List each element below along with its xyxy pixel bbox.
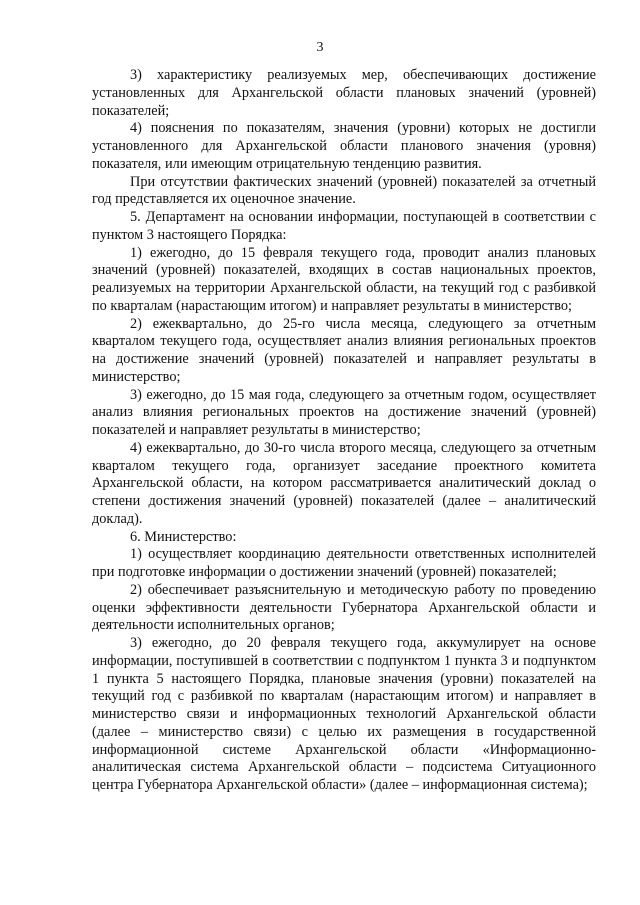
paragraph-section-6-ministry: 6. Министерство: [130,528,237,545]
paragraph-5-1-annual-analysis: 1) ежегодно, до 15 февраля текущего года, проводит анализ плановых значений (уровней) показателей, входящих в состав национальных проектов, реализуемых на территории Архангельской области, на текущий год с разбивкой по кварталам (нарастающим итогом) и направляет результаты в министерство; [92,244,596,314]
paragraph-6-3-accumulation: 3) ежегодно, до 20 февраля текущего года, аккумулирует на основе информации, поступившей в соответствии с подпунктом 1 пункта 3 и подпунктом 1 пункта 5 настоящего Порядка, плановые значения (уровни) показателей на текущий год с разбивкой по кварталам (нарастающим итогом) и направляет в министерство связи и информационных технологий Архангельской области (далее – министерство связи) с целью их размещения в государственной информационной системе Архангельской области «Информационно-аналитическая система Архангельской области – подсистема Ситуационного центра Губернатора Архангельской области» (далее – информационная система); [92,635,596,793]
document-body [92,67,596,795]
paragraph-5-4-committee-meeting: 4) ежеквартально, до 30-го числа второго месяца, следующего за отчетным кварталом текущего года, организует заседание проектного комитета Архангельской области, на котором рассматривается аналитический доклад о степени достижения значений (уровней) показателей (далее – аналитический доклад). [92,439,596,527]
page-number: 3 [316,40,324,55]
paragraph-item-4-explanations: 4) пояснения по показателям, значения (уровни) которых не достигли установленного для Архангельской области планового значения (уровня) показателя, или имеющим отрицательную тенденцию развития. [92,120,596,172]
paragraph-item-3-measures: 3) характеристику реализуемых мер, обеспечивающих достижение установленных для Архангельской области плановых значений (уровней) показателей; [92,67,596,119]
paragraph-6-2-methodical-work: 2) обеспечивает разъяснительную и методическую работу по проведению оценки эффективности деятельности Губернатора Архангельской области и деятельности исполнительных органов; [92,581,596,634]
paragraph-section-5-department: 5. Департамент на основании информации, поступающей в соответствии с пунктом 3 настоящего Порядка: [92,209,596,243]
paragraph-5-3-annual-may-analysis: 3) ежегодно, до 15 мая года, следующего за отчетным годом, осуществляет анализ влияния региональных проектов на достижение значений (уровней) показателей и направляет результаты в министерство; [92,386,596,438]
paragraph-5-2-quarterly-analysis: 2) ежеквартально, до 25-го числа месяца, следующего за отчетным кварталом текущего года, осуществляет анализ влияния региональных проектов на достижение значений (уровней) показателей и направляет результаты в министерство; [92,315,596,385]
paragraph-estimated-values: При отсутствии фактических значений (уровней) показателей за отчетный год представляется их оценочное значение. [92,173,596,208]
paragraph-6-1-coordination: 1) осуществляет координацию деятельности ответственных исполнителей при подготовке информации о достижении значений (уровней) показателей; [92,546,596,580]
